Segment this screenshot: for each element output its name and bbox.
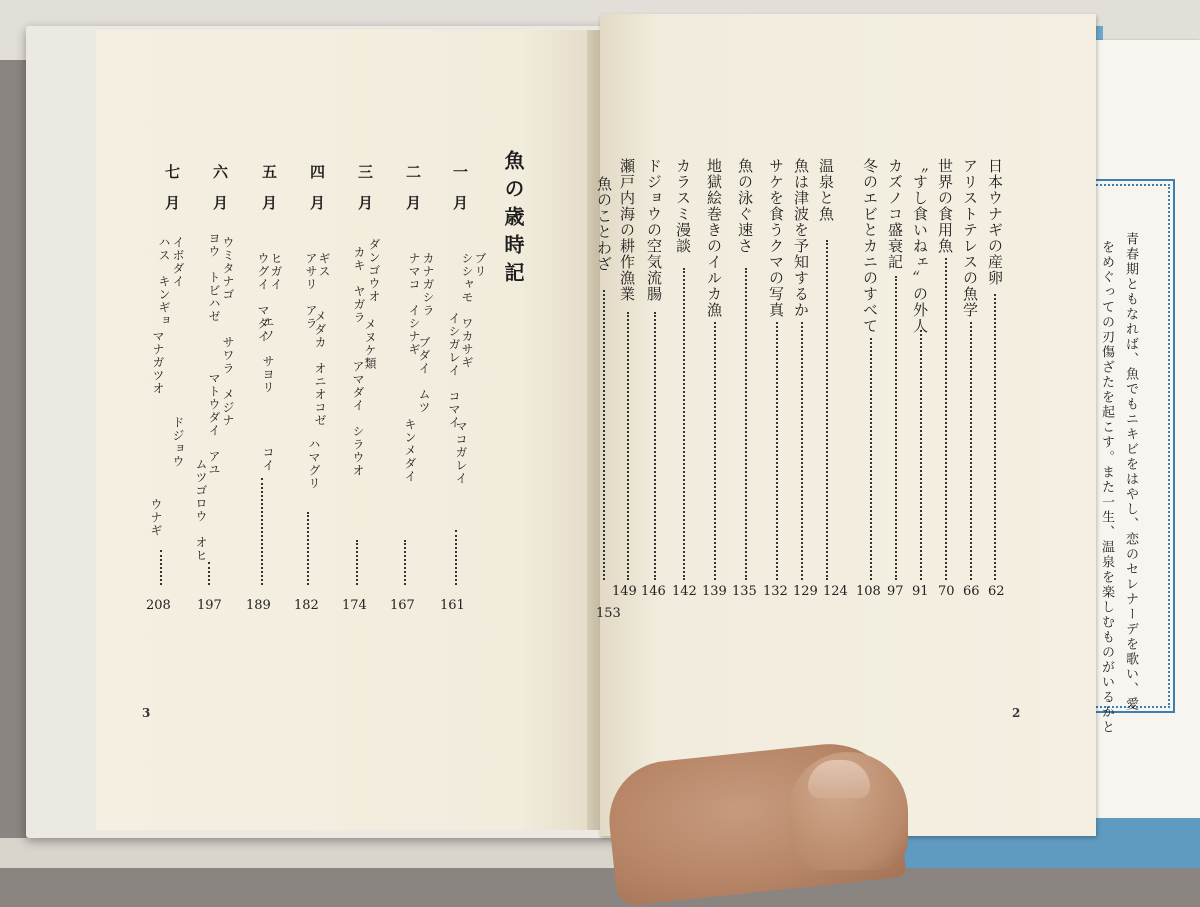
leader-dots [714,322,716,580]
fish-names: マコガレイ [454,420,468,485]
leader-dots [356,540,358,585]
leader-dots [307,512,309,585]
leader-dots [870,338,872,580]
page-number: 149 [612,584,637,599]
leader-dots [208,562,210,585]
fish-names: メヌケ類 [363,318,377,370]
page-number: 124 [823,584,848,599]
leader-dots [404,540,406,585]
page-number: 142 [672,584,697,599]
page-number: 70 [938,584,955,599]
page-number: 174 [342,598,367,613]
page-number: 108 [856,584,881,599]
page-number: 189 [246,598,271,613]
entry-title: 瀬戸内海の耕作漁業 [618,158,636,302]
leader-dots [801,322,803,580]
fish-names: カキ ヤガラ [352,246,366,324]
month-label: 一月 [451,164,469,226]
page-number: 139 [702,584,727,599]
page-number: 146 [641,584,666,599]
leader-dots [994,294,996,580]
entry-title: ドジョウの空気流腸 [645,158,663,302]
fish-names: イボダイ [171,236,185,288]
fish-names: サワラ メジナ [221,336,235,427]
leader-dots [455,530,457,585]
fish-names: アサリ アラ [304,252,318,330]
entry-title: 日本ウナギの産卵 [986,158,1004,286]
entry-title: 魚の泳ぐ速さ [736,158,754,254]
fish-names: ダンゴウオ [367,238,381,303]
leader-dots [970,322,972,580]
page-number: 91 [912,584,929,599]
fish-names: ドジョウ [171,416,185,468]
fish-names: シシャモ ワカサギ [460,252,474,369]
page-number: 135 [732,584,757,599]
leader-dots [895,276,897,580]
entry-title: 世界の食用魚 [936,158,954,254]
fish-names: ブリ [473,252,487,278]
fish-names: ムツゴロウ オヒ [194,458,208,562]
page-number: 129 [793,584,818,599]
entry-title: 冬のエビとカニのすべて [861,158,879,334]
page-number: 161 [440,598,465,613]
entry-title: 地獄絵巻きのイルカ漁 [705,158,723,318]
page-number: 167 [390,598,415,613]
fish-names: ハマグリ [307,438,321,490]
folio-left: 3 [142,706,151,720]
leader-dots [945,258,947,580]
leader-dots [603,290,605,580]
fish-names: コイ [261,446,275,472]
leader-dots [776,322,778,580]
entry-title: 〝すし食いねェ〟の外人 [911,158,929,334]
fish-names: ナマコ イシナギ [407,252,421,356]
page-number: 97 [887,584,904,599]
fish-names: ヒガイ [269,252,283,291]
leader-dots [160,550,162,585]
fish-names: カナガシラ [421,252,435,317]
leader-dots [654,312,656,580]
entry-title: 温泉と魚 [817,158,835,222]
entry-title: アリストテレスの魚学 [961,158,979,318]
fish-names: ギス [317,252,331,278]
leader-dots [261,478,263,585]
page-number: 197 [197,598,222,613]
right-page [600,14,1096,836]
month-label: 七月 [163,164,181,226]
fish-names: イシガレイ コマイ [447,312,461,429]
page-number: 66 [963,584,980,599]
fish-names: ヨウ トビハゼ [207,232,221,323]
leader-dots [627,312,629,580]
page-number: 62 [988,584,1005,599]
fish-names: ブダイ ムツ [417,336,431,414]
entry-title: サケを食うクマの写真 [767,158,785,318]
month-label: 四月 [308,164,326,226]
fish-names: ハス キンギョ [157,236,171,327]
folio-right: 2 [1012,706,1021,720]
fish-names: メダカ オニオコゼ [313,310,327,427]
entry-title: 魚は津波を予知するか [792,158,810,318]
page-number: 153 [596,606,621,621]
entry-title: カズノコ盛衰記 [886,158,904,270]
fish-names: マトウダイ アユ [207,372,221,476]
leader-dots [683,268,685,580]
page-number: 182 [294,598,319,613]
fish-names: エソ サヨリ [261,316,275,394]
flap-text-line-2: をめぐっての刃傷ざたを起こす。また一生、温泉を楽しむものがいるかと [1099,240,1114,735]
month-label: 二月 [404,164,422,226]
month-label: 五月 [260,164,278,226]
fish-names: キンメダイ [403,418,417,483]
section-title: 魚の歳時記 [501,150,525,290]
page-number: 132 [763,584,788,599]
flap-text-line-1: 青春期ともなれば、魚でもニキビをはやし、恋のセレナーデを歌い、愛 [1123,232,1138,712]
month-label: 三月 [356,164,374,226]
entry-title: カラスミ漫談 [674,158,692,254]
month-label: 六月 [211,164,229,226]
fish-names: ウグイ マダイ [256,252,270,343]
page-number: 208 [146,598,171,613]
leader-dots [920,330,922,580]
entry-title: 魚のことわざ [595,176,613,272]
fish-names: ウミタナゴ [221,236,235,301]
leader-dots [826,240,828,580]
thumbnail-nail [808,760,870,798]
leader-dots [745,268,747,580]
fish-names: ウナギ [149,498,163,537]
fish-names: マナガツオ [151,330,165,395]
fish-names: アマダイ シラウオ [351,360,365,477]
